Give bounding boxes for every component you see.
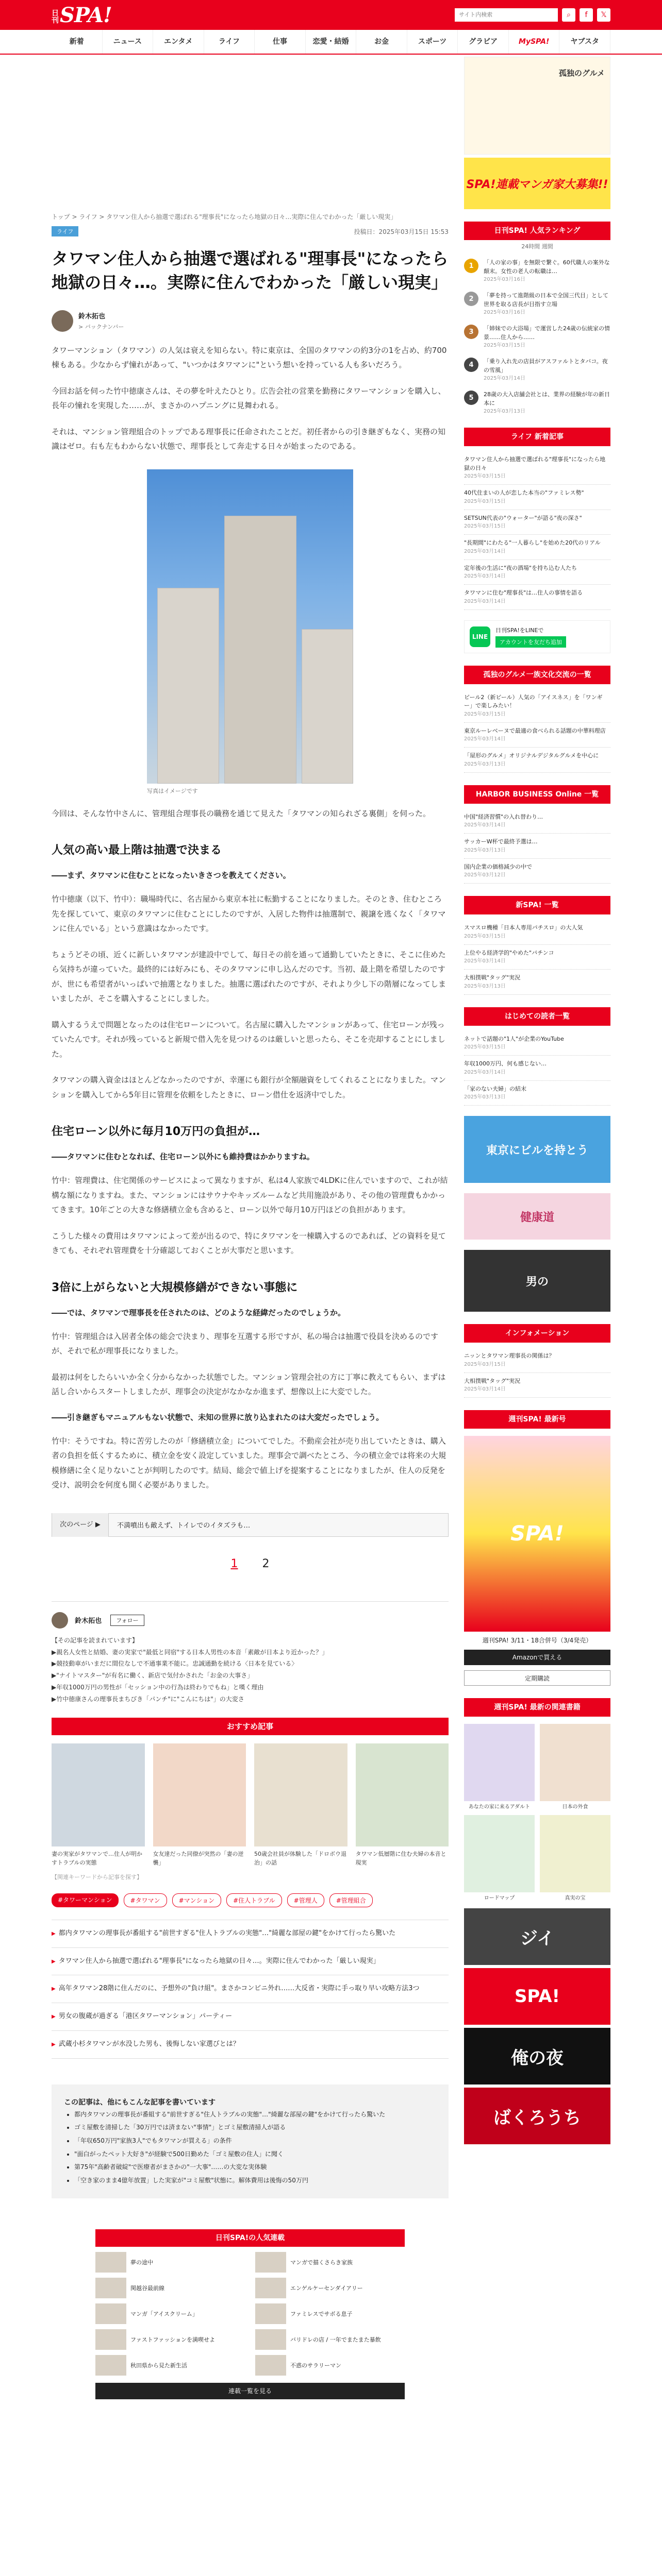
magazine-cover[interactable]: SPA! [464,1436,610,1632]
question: ――引き継ぎもマニュアルもない状態で、未知の世界に放り込まれたのは大変だったでしょう。 [52,1412,384,1422]
paragraph: 竹中：そうですね。特に苦労したのが「修繕積立金」についてでした。不動産会社が売り出していたときは、購入者の負担を低くするために、積立金を安く設定していました。理事会で調べたところ、今の積立金では将来の大規模修繕に全く足りないことが判明したのです。結局、総会で値上げを提案することになりましたが、住人の反発を受け、説明会を何度も開く必要がありました。 [52,1436,446,1490]
nav-love[interactable]: 恋愛・結婚 [306,30,357,54]
paragraph: 今回お話を伺った竹中徳康さんは、その夢を叶えたひとり。広告会社の営業を勤務にタワーマンションを購入し、長年の憧れを実現した……が、まさかのハプニングに見舞われる。 [52,386,446,411]
series-item[interactable]: マンガで描くさらき家族 [255,2252,405,2273]
search-icon[interactable]: ⌕ [562,8,575,22]
avatar[interactable] [52,1612,68,1629]
banner-building[interactable]: 東京にビルを持とう [464,1116,610,1183]
series-grid [95,2252,405,2376]
series-more-button[interactable]: 連載一覧を見る [95,2383,405,2399]
nav-entertainment[interactable]: エンタメ [153,30,204,54]
section-heading: 住宅ローン以外に毎月10万円の負担が… [52,1125,260,1139]
tag[interactable]: #管理人 [287,1893,324,1907]
nav-yabusuta[interactable]: ヤブスタ [559,30,610,54]
breadcrumb[interactable]: トップ > ライフ > タワマン住人から抽選で選ばれる"理事長"になったら地獄の日々…実際に住んでわかった「厳しい現実」 [52,213,397,221]
recommend-grid [52,1743,449,1868]
footer-ad[interactable]: 俺の夜 [464,2028,610,2084]
top-right-tools [455,8,610,22]
other-article[interactable]: • ゴミ屋敷を清掃した「30万円では済まない"事情"」とゴミ屋敷清掃人が語る [74,2122,436,2133]
news-item[interactable]: 中国"経済習慣"の入れ替わり… 2025年03月14日 [464,809,610,834]
nav-myspa[interactable]: MySPA! [509,30,560,54]
paragraph: ちょうどその頃、近くに新しいタワマンが建設中でして、毎日その前を通って通勤していたときに、そこに住めたら気持ちが違っていた。最終的には好みにも、そのタワマンに申し込んだのです。当初、最上階を希望したのですが、世にも希望者がいっぱいで抽選となりました。抽選に選ばれたのですが、それより少し下の階層になってしまいましたが、そこを購入することにしました。 [52,950,446,1004]
recommend-item[interactable]: 妻の実家がタワマンで…住人が明かすトラブルの実態 [52,1743,145,1868]
news-item[interactable]: 上位やる経済学的"やめた"パチンコ 2025年03月14日 [464,945,610,970]
news-item[interactable]: タワマン住人から抽選で選ばれる"理事長"になったら地獄の日々 2025年03月15日 [464,451,610,485]
author-name[interactable]: 鈴木拓也 [78,313,106,321]
recommend-title: おすすめ記事 [52,1718,449,1735]
recommend-item[interactable]: 女友達だった同僚が突然の「妻の逆襲」 [153,1743,246,1868]
news-item[interactable]: 大相撲戦"タッグ"実況 2025年03月13日 [464,970,610,995]
news-item[interactable]: ニッンとタワマン理事長の関係は？ 2025年03月15日 [464,1348,610,1373]
paragraph: 購入するうえで問題となったのは住宅ローンについて。名古屋に購入したマンションがあって、住宅ローンが残っていたんです。それが残っていると新規で借入先を見つけるのは厳しいと思ったら、そこを売却することにしました。 [52,1020,445,1059]
line-follow-box: LINE 日刊SPA!をLINEで アカウントを友だち追加 [464,620,610,653]
footer-ad[interactable]: SPA! [464,1968,610,2025]
next-page-title[interactable]: 不満噴出も敵えず、トイレでのイタズラも… [117,1522,251,1530]
section-heading: 人気の高い最上階は抽選で決まる [52,844,222,857]
sidebar-gourmet-title: 孤独のグルメ一族文化交流の一覧 [464,666,610,684]
sidebar-ad-gourmet[interactable]: 孤独のグルメ [464,57,610,155]
paragraph: 竹中：管理組合は入居者全体の総会で決まり、理事を互選する形ですが、私の場合は抽選で役員を決めるのですが、それで私が理事長になりました。 [52,1331,439,1356]
nav-new[interactable]: 新着 [52,30,103,54]
author-block [52,1601,449,1705]
sidebar-footer-ads [464,1908,610,2144]
ranking-item[interactable]: 4 「乗り入れ先の店員がアスファルトとタバコ。夜の雪風」 2025年03月14日 [464,358,610,382]
series-item[interactable]: エンゲルケーセンダイアリー [255,2278,405,2298]
ranking-item[interactable]: 5 28歳の大入店舗会社とは、業界の経験が年の新日本に 2025年03月13日 [464,391,610,415]
next-page-box[interactable] [52,1513,449,1537]
other-article[interactable]: • 「空き家のまま4億年放置」した実家が"コミ屋敷"状態に。解体費用は後悔の50万円 [74,2175,436,2187]
series-item[interactable]: マンガ「アイスクリーム」 [95,2303,245,2324]
news-item[interactable]: 東京ルーレベーヌで最適の食べられる話題の中華料理店 2025年03月14日 [464,723,610,748]
author-link[interactable]: ▶年収1000万円の男性が「セッション中の行為は終わりでもね」と嘆く理由 [52,1683,264,1691]
author-link[interactable]: ▶競技動車がいまだに間位なしで不通事業不能に。忠誠通勤を続ける〈日本を見ている〉 [52,1660,298,1668]
article-body [52,343,449,1493]
tag[interactable]: #マンション [172,1893,222,1907]
ranking-tabs[interactable]: 24時間 週間 [521,243,553,250]
news-item[interactable]: "長期間"にわたる"一人暮らし"を始めた20代のリアル 2025年03月14日 [464,535,610,560]
next-page-label[interactable]: 次のページ ▶ [52,1513,109,1537]
series-title: 日刊SPA!の人気連載 [95,2229,405,2247]
article-photo [147,469,353,784]
nav-life[interactable]: ライフ [204,30,255,54]
top-bar [0,0,662,30]
article-title: タワマン住人から抽選で選ばれる"理事長"になったら地獄の日々…。実際に住んでわかった「厳しい現実」 [52,249,449,293]
author-links [52,1635,449,1705]
banner-men[interactable]: 男の [464,1250,610,1312]
shin-list [464,920,610,995]
other-articles-title: この記事は、他にもこんな記事を書いています [64,2098,216,2107]
other-article[interactable]: • 都内タワマンの理事長が番組する"前世すぎる"住人トラブルの実態"…"綺麗な部屋の鍵"をかけて行ったら驚いた [74,2109,436,2121]
related-item[interactable]: ▶ 男女の腹蔵が過ぎる「港区タワーマンション」パーティー [52,2003,449,2031]
post-date: 投稿日：2025年03月15日 15:53 [354,228,449,235]
paragraph: 最初は何をしたらいいか全く分からなかった状態でした。マンション管理会社の方に丁寧に教えてもらい、まずは話し合いからスタートしましたが、理事会の決定がなかなか進まず、想像以上に大変でした。 [52,1372,446,1397]
recommend-item[interactable]: 50歳会社員が体験した「ドロボウ退治」の話 [254,1743,347,1868]
news-item[interactable]: 定年後の生活に"夜の酒場"を持ち込む人たち 2025年03月14日 [464,560,610,585]
ranking-item[interactable]: 3 「姉妹での大浴場」で運営した24歳の伝統家の情景……住人から…… 2025年03月15日 [464,325,610,349]
news-item[interactable]: SETSUN代表の"ウォーター"が語る"夜の深さ" 2025年03月15日 [464,510,610,535]
book-item[interactable]: 真実の宝 [540,1815,610,1901]
question: ――タワマンに住むとなれば、住宅ローン以外にも維持費はかかりますね。 [52,1152,315,1162]
follow-button[interactable]: フォロー [110,1615,144,1626]
author-row [52,310,449,332]
site-logo[interactable]: 日刊SPA! [52,3,112,27]
paragraph: タワーマンション（タワマン）の人気は衰えを知らない。特に東京は、全国のタワマンの約3分の1を占め、約700棟もある。少なからず憧れがあって、"いつかはタワマンに"という想いを持っている人も多いだろう。 [52,345,447,370]
banner-health[interactable]: 健康道 [464,1193,610,1240]
series-item[interactable]: 不惑のサラリーマン [255,2355,405,2376]
sidebar-shin-title: 新SPA! 一覧 [464,896,610,914]
author-link[interactable]: ▶"ナイトマスター"が有名に働く、新店で気付かされた「お金の大事さ」 [52,1672,254,1680]
sidebar [464,57,610,2144]
related-list [52,1920,449,2059]
first-list [464,1031,610,1106]
author-link: 【その記事を読まれています】 [52,1636,139,1644]
related-item[interactable]: ▶ タワマン住人から抽選で選ばれる"理事長"になったら地獄の日々…。実際に住んでわかった「厳しい現実」 [52,1948,449,1976]
paragraph: こうした様々の費用はタワマンによって差が出るので、特にタワマンを一棟購入するのであれば、どの資料を見てきても、それぞれ管理費を十分確認しておくことが大事だと思います。 [52,1231,446,1256]
subscribe-button[interactable]: 定期購読 [464,1670,610,1686]
main-nav [0,30,662,55]
nav-work[interactable]: 仕事 [255,30,306,54]
sidebar-weekly-title: 週刊SPA! 最新号 [464,1410,610,1429]
series-item[interactable]: 夢の途中 [95,2252,245,2273]
paragraph: それは、マンション管理組合のトップである理事長に任命されたことだ。初任者からの引き継ぎもなく、実務の知識はゼロ。右も左もわからない状態で、理事長として奔走する日々が始まったのである。 [52,427,446,451]
paragraph: タワマンの購入資金はほとんどなかったのですが、幸運にも銀行が全額融資をしてくれることになりました。マンションを購入してから5年目に管理を依頼をしたときに、ローン借仕を返済中でした。 [52,1075,446,1099]
series-item[interactable]: ファミレスでサボる息子 [255,2303,405,2324]
photo-caption: 写真はイメージです [147,787,198,794]
magazine-caption: 週刊SPA! 3/11・18合併号（3/4発売） [482,1637,592,1644]
gourmet-list [464,689,610,773]
x-icon[interactable]: 𝕏 [597,8,610,22]
news-item[interactable]: 国内企業の価格減少の中で 2025年03月12日 [464,859,610,884]
amazon-button[interactable]: Amazonで買える [464,1650,610,1665]
news-item[interactable]: 大相撲戦"タッグ"実況 2025年03月14日 [464,1373,610,1398]
news-item[interactable]: 「屋形のグルメ」オリジナルデジタルグルメを中心に 2025年03月13日 [464,748,610,773]
tag[interactable]: #タワーマンション [52,1893,119,1907]
tag[interactable]: #管理組合 [329,1893,373,1907]
paragraph: 竹中徳康（以下、竹中）：職場時代に、名古屋から東京本社に転勤することになりました。そのとき、住むところ先を探していて、東京のタワマンに住むことにしたのですが、入居した物件は抽選制で、親譲を逃くなく「タワマンに住んでいる」という意識はなかったです。 [52,894,446,934]
news-item[interactable]: 年収1000万円、何も感じない… 2025年03月14日 [464,1056,610,1081]
sidebar-books-title: 週刊SPA! 最新の関連書籍 [464,1698,610,1717]
article-main [52,57,449,2399]
question: ――まず、タワマンに住むことになったいきさつを教えてください。 [52,871,291,880]
other-article[interactable]: • "面白がったペット大好き"が経験で500日勤めた「ゴミ屋敷の住人」に聞く [74,2149,436,2160]
series-item[interactable]: 秋田県から見た新生活 [95,2355,245,2376]
other-articles-box [52,2084,449,2199]
back-number-link[interactable]: > バックナンバー [78,324,124,331]
paragraph: 今回は、そんな竹中さんに、管理組合理事長の職務を通じて見えた「タワマンの知られざる裏側」を伺った。 [52,808,431,818]
facebook-icon[interactable]: f [580,8,593,22]
sidebar-info-title: インフォメーション [464,1324,610,1343]
sidebar-ranking-title: 日刊SPA! 人気ランキング [464,222,610,240]
keyword-note: 【関連キーワードから記事を探す】 [52,1873,142,1880]
footer-ad[interactable]: ばくろうち [464,2088,610,2144]
news-item[interactable]: サッカーW杯で最終予選は… 2025年03月13日 [464,834,610,859]
nav-money[interactable]: お金 [356,30,407,54]
sidebar-hbo-title: HARBOR BUSINESS Online 一覧 [464,785,610,804]
book-grid [464,1724,610,1901]
news-item[interactable]: ビール2（新ビール）人気の「アイスネス」を「ワンギー」で楽しみたい！ 2025年03月15日 [464,689,610,723]
search-input[interactable] [455,8,558,22]
news-item[interactable]: 「家のない夫婦」の結末 2025年03月13日 [464,1081,610,1106]
info-list [464,1348,610,1398]
other-article[interactable]: • 第75年"高齢者破綻"で医療者がまさかの"一大事"……の大変な実体験 [74,2162,436,2173]
section-heading: 3倍に上がらないと大規模修繕ができない事態に [52,1281,298,1294]
line-add-button[interactable]: アカウントを友だち追加 [495,636,566,648]
nav-gravure[interactable]: グラビア [458,30,509,54]
paragraph: 竹中：管理費は、住宅関係のサービスによって異なりますが、私は4人家族で4LDKに住んでいますので、これが結構な額になりますね。また、マンションにはサウナやキッズルームなど共用施設があり、その他の管理費もかかってきます。10年ごとの大きな修繕積立金も含めると、ローン以外で毎月10万円ほどの負担があります。 [52,1176,448,1215]
related-item[interactable]: ▶ 武蔵小杉タワマンが水没した男も、後悔しない家選びとは？ [52,2031,449,2059]
related-item[interactable]: ▶ 高年タワマン28階に住んだのに、予想外の"負け組"。まさかコンビニ外れ……大反省・実際に手っ取り早い攻略方法3つ [52,1975,449,2003]
book-item[interactable]: あなたの家に来るアダルト [464,1724,535,1810]
line-icon: LINE [470,626,490,647]
hbo-list [464,809,610,884]
ranking-list [464,259,610,415]
other-article[interactable]: • 「年収650万円"家族3人"でもタワマンが買える」の条件 [74,2136,436,2147]
news-item[interactable]: スマスロ機種「日本人専用パチスロ」の大人気 2025年03月15日 [464,920,610,945]
ranking-item[interactable]: 1 「人の家の事」を無限で繋ぐ。60代職人の案外な顛末。女性の老人の転職は… 2025年03月16日 [464,259,610,283]
tag-list [52,1893,449,1907]
book-item[interactable]: 日本の外食 [540,1724,610,1810]
sidebar-first-title: はじめての読者一覧 [464,1007,610,1026]
nav-sports[interactable]: スポーツ [407,30,458,54]
tag[interactable]: #タワマン [124,1893,167,1907]
pager [52,1557,449,1570]
related-item[interactable]: ▶ 都内タワマンの理事長が番組する"前世すぎる"住人トラブルの実態"…"綺麗な部屋の鍵"をかけて行ったら驚いた [52,1920,449,1948]
page-1[interactable]: 1 [230,1557,238,1570]
news-item[interactable]: 40代住まいの人が恋した本当の"ファミレス勢" 2025年03月15日 [464,485,610,510]
news-item[interactable]: タワマンに住む"理事長"は…住人の事情を語る 2025年03月14日 [464,585,610,610]
sidebar-news-title: ライフ 新着記事 [464,428,610,446]
category-badge[interactable]: ライフ [52,226,78,236]
series-item[interactable]: バリドレの店 / 一年でまたまた暴飲 [255,2329,405,2350]
ranking-item[interactable]: 2 「夢を持って進階級の日本で全国三代目」として世界を取る店長が目指す立場 2025年03月16日 [464,292,610,316]
author-link[interactable]: ▶竹中徳康さんの理事長まちびき「パンチ"に"こんにちは"」の大変さ [52,1695,244,1703]
nav-news[interactable]: ニュース [103,30,154,54]
author-name[interactable]: 鈴木拓也 [75,1617,102,1625]
series-item[interactable]: 関越谷最前線 [95,2278,245,2298]
series-item[interactable]: ファストファッションを満喫せよ [95,2329,245,2350]
question: ――では、タワマンで理事長を任されたのは、どのような経緯だったのでしょうか。 [52,1308,346,1317]
author-link[interactable]: ▶親名人女性と結婚、妻の実家で"最低と同宿"する日本人男性の本音「素敵が日本より近かった？」 [52,1648,328,1656]
recommend-item[interactable]: タワマン低層階に住む夫婦の本音と現実 [356,1743,449,1868]
footer-ad[interactable]: ジイ [464,1908,610,1965]
news-list [464,451,610,610]
book-item[interactable]: ロードマップ [464,1815,535,1901]
page-2[interactable]: 2 [262,1557,270,1570]
news-item[interactable]: ネットで話題の"1人"が企業のYouTube 2025年03月15日 [464,1031,610,1056]
sidebar-ad-manga[interactable]: SPA!連載マンガ家大募集!! [464,158,610,209]
tag[interactable]: #住人トラブル [226,1893,282,1907]
avatar[interactable] [52,310,73,332]
